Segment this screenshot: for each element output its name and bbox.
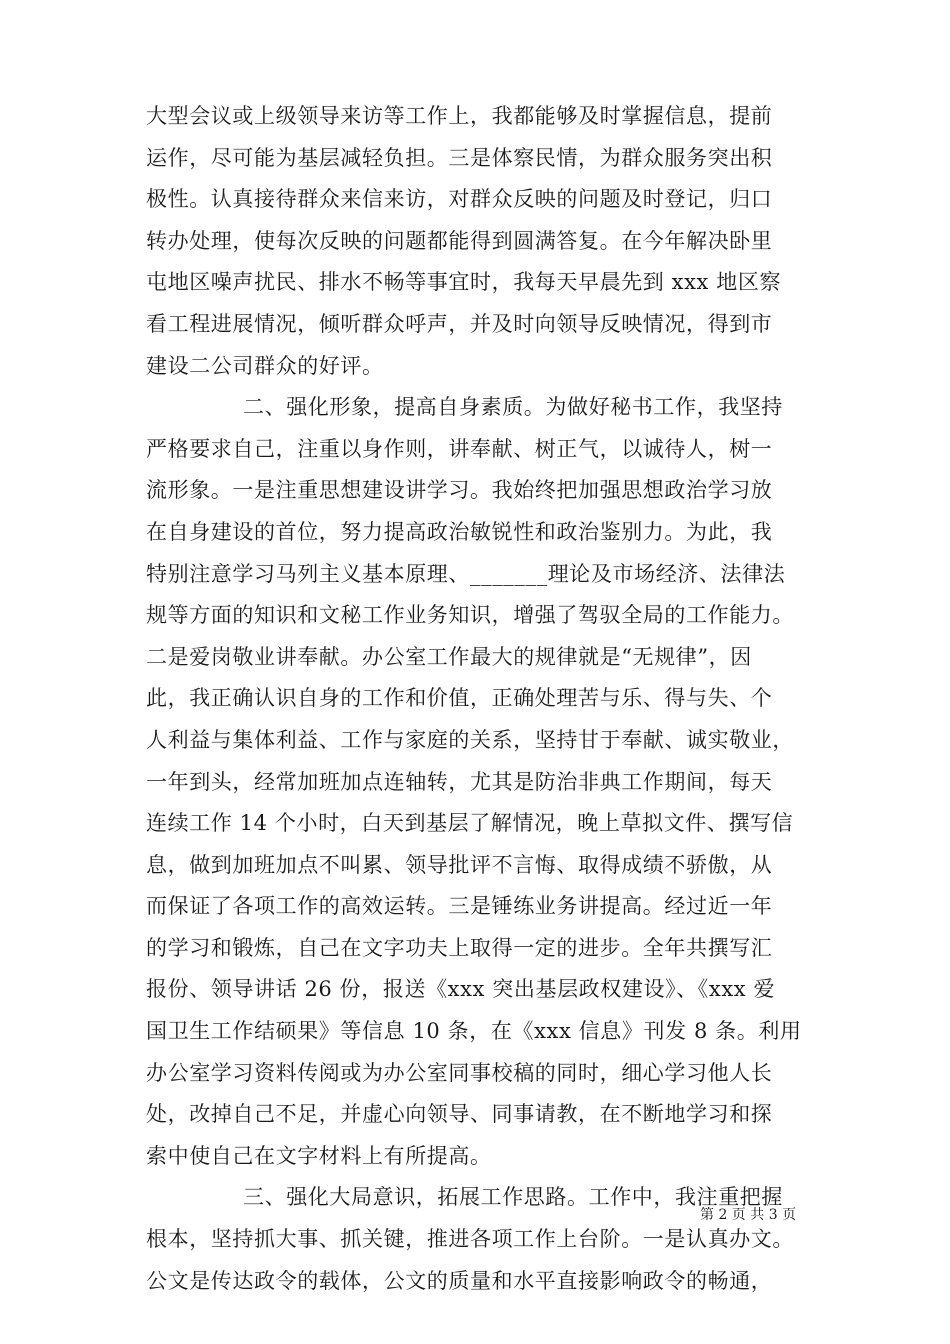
text-line: 转办处理，使每次反映的问题都能得到圆满答复。在今年解决卧里 — [146, 228, 773, 253]
section-heading-line: 三、强化大局意识，拓展工作思路。工作中，我注重把握 — [243, 1185, 783, 1210]
text-line: 严格要求自己，注重以身作则，讲奉献、树正气，以诚待人，树一 — [146, 436, 773, 461]
text-line: 在自身建设的首位，努力提高政治敏锐性和政治鉴别力。为此，我 — [146, 519, 773, 544]
text-line: 索中使自己在文字材料上有所提高。 — [146, 1143, 492, 1168]
text-line: 国卫生工作结硕果》等信息 10 条，在《xxx 信息》刊发 8 条。利用 — [146, 1019, 802, 1044]
text-line: 公文是传达政令的载体，公文的质量和水平直接影响政令的畅通， — [146, 1268, 773, 1293]
text-line: 大型会议或上级领导来访等工作上，我都能够及时掌握信息，提前 — [146, 104, 773, 128]
text-line: 建设二公司群众的好评。 — [146, 353, 384, 378]
text-line: 办公室学习资料传阅或为办公室同事校稿的同时，细心学习他人长 — [146, 1060, 773, 1085]
text-line: 规等方面的知识和文秘工作业务知识，增强了驾驭全局的工作能力。 — [146, 603, 794, 628]
text-line: 特别注意学习马列主义基本原理、_______理论及市场经济、法律法 — [146, 561, 786, 586]
body-text — [146, 96, 810, 1302]
page-number-footer: 第 2 页 共 3 页 — [700, 1207, 797, 1223]
text-line: 屯地区噪声扰民、排水不畅等事宜时，我每天早晨先到 xxx 地区察 — [146, 270, 782, 295]
text-line: 而保证了各项工作的高效运转。三是锤练业务讲提高。经过近一年 — [146, 894, 773, 919]
text-line: 二是爱岗敬业讲奉献。办公室工作最大的规律就是“无规律”，因 — [146, 644, 752, 669]
section-heading-line: 二、强化形象，提高自身素质。为做好秘书工作，我坚持 — [243, 395, 783, 420]
text-line: 处，改掉自己不足，并虚心向领导、同事请教，在不断地学习和探 — [146, 1102, 773, 1127]
text-line: 看工程进展情况，倾听群众呼声，并及时向领导反映情况，得到市 — [146, 311, 773, 336]
text-line: 息，做到加班加点不叫累、领导批评不言悔、取得成绩不骄傲，从 — [146, 852, 773, 877]
text-line: 根本，坚持抓大事、抓关键，推进各项工作上台阶。一是认真办文。 — [146, 1227, 794, 1252]
text-line: 流形象。一是注重思想建设讲学习。我始终把加强思想政治学习放 — [146, 478, 773, 503]
text-line: 一年到头，经常加班加点连轴转，尤其是防治非典工作期间，每天 — [146, 769, 773, 794]
text-line: 报份、领导讲话 26 份，报送《xxx 突出基层政权建设》、《xxx 爱 — [146, 977, 776, 1002]
text-line: 极性。认真接待群众来信来访，对群众反映的问题及时登记，归口 — [146, 187, 773, 212]
text-line: 运作，尽可能为基层减轻负担。三是体察民情，为群众服务突出积 — [146, 145, 773, 170]
text-line: 人利益与集体利益、工作与家庭的关系，坚持甘于奉献、诚实敬业， — [146, 727, 794, 752]
text-line: 的学习和锻炼，自己在文字功夫上取得一定的进步。全年共撰写汇 — [146, 935, 773, 960]
text-line: 连续工作 14 个小时，白天到基层了解情况，晚上草拟文件、撰写信 — [146, 811, 794, 836]
text-line: 此，我正确认识自身的工作和价值，正确处理苦与乐、得与失、个 — [146, 686, 773, 711]
